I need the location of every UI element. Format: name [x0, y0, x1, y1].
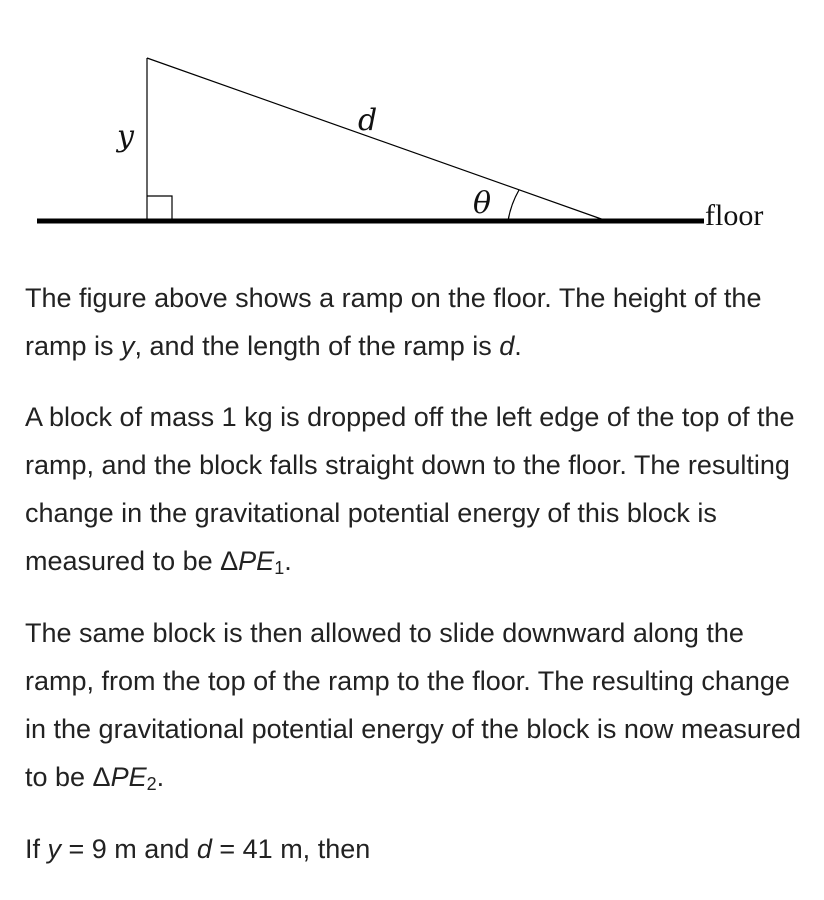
height-label: y	[117, 119, 134, 154]
variable-y-value: y	[47, 834, 62, 864]
length-label: d	[358, 103, 378, 138]
variable-y: y	[121, 331, 135, 361]
angle-arc	[508, 190, 519, 221]
paragraph-given-values: If y = 9 m and d = 41 m, then	[25, 834, 371, 864]
right-angle-marker	[147, 196, 172, 221]
subscript-1: 1	[274, 558, 285, 578]
ramp-hypotenuse	[147, 58, 607, 221]
variable-d-value: d	[196, 834, 212, 864]
angle-label: θ	[473, 186, 492, 221]
variable-d: d	[499, 331, 515, 361]
paragraph-block-slides: The same block is then allowed to slide downward along the ramp, from the top of the ramp to the floor. The resulting change in the gravitational potential energy of the block is now measured to be $\Delta PE_2$.	[25, 618, 801, 794]
paragraph-block-dropped: A block of mass 1 kg is dropped off the left edge of the top of the ramp, and the block falls straight down to the floor. The resulting change in the gravitational potential energy of this block is measured to be $\Delta PE_1$.	[25, 402, 795, 578]
ramp-figure	[0, 0, 824, 250]
paragraph-ramp-description: The figure above shows a ramp on the floor. The height of the ramp is y, and the length of the ramp is d.	[25, 283, 762, 361]
variable-pe2: PE	[110, 762, 147, 792]
subscript-2: 2	[146, 774, 157, 794]
floor-label: floor	[705, 199, 764, 232]
variable-pe1: PE	[238, 546, 275, 576]
